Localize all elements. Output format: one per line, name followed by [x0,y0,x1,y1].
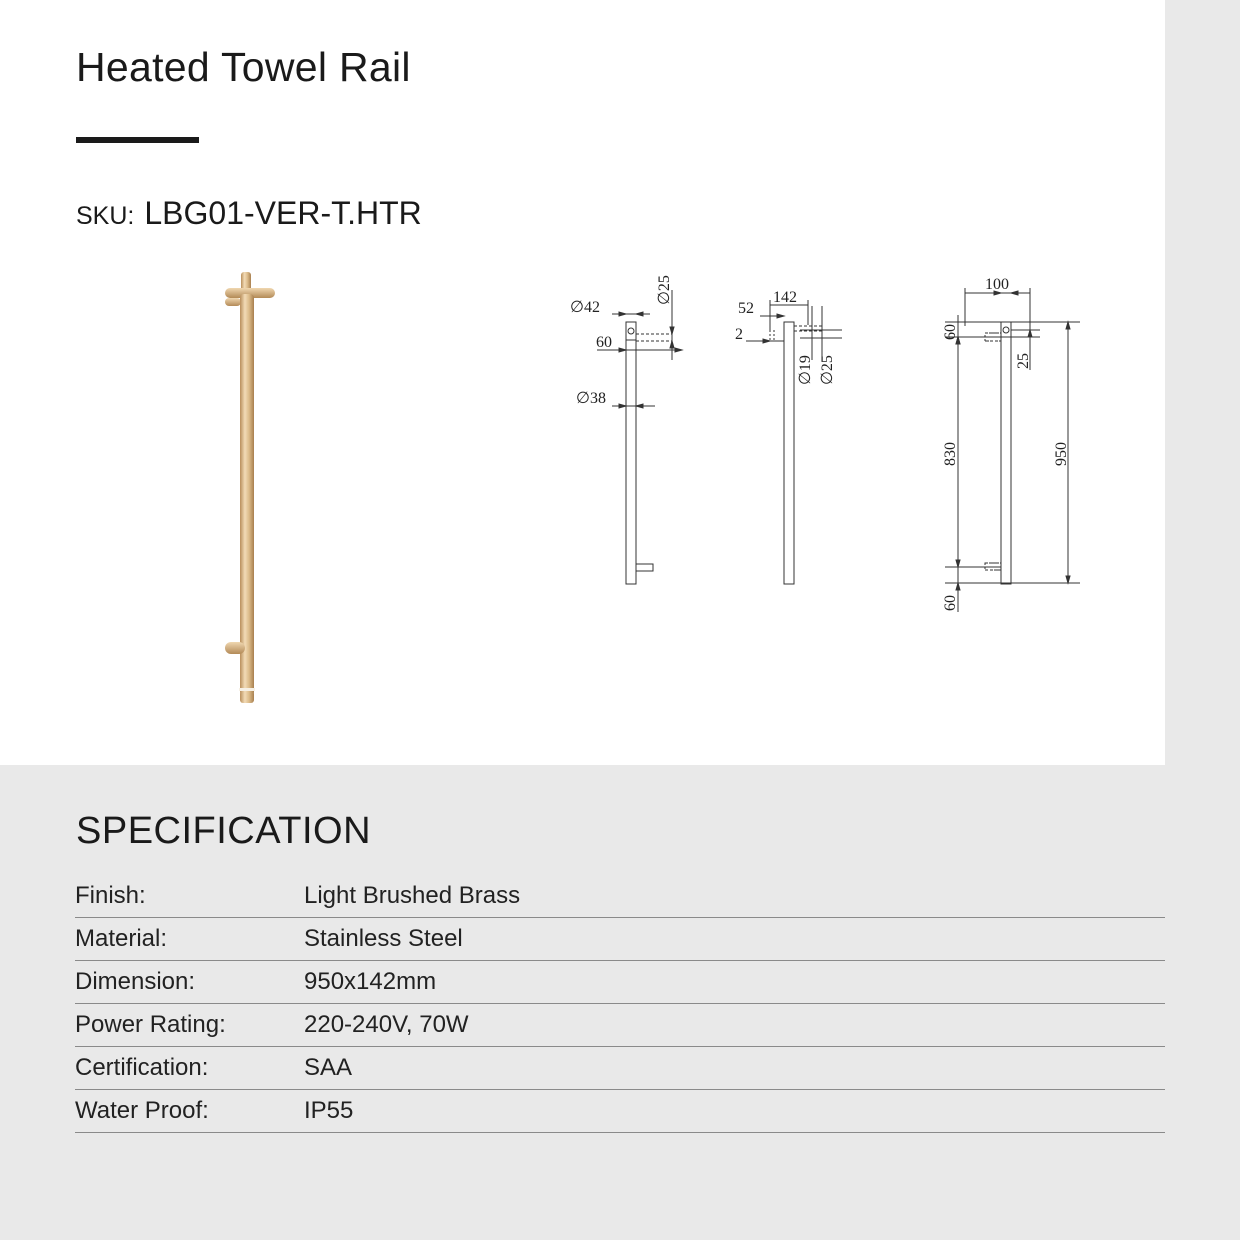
spec-value: 950x142mm [304,961,1165,1004]
dim-back-100: 100 [985,276,1009,293]
dim-back-60-top: 60 [942,324,959,340]
spec-row-water-proof [75,1090,1165,1133]
dim-front-d25: ∅25 [656,275,673,305]
spec-row-dimension [75,961,1165,1004]
spec-label: Material: [75,918,304,961]
spec-row-material [75,918,1165,961]
spec-row-certification [75,1047,1165,1090]
dim-back-830: 830 [942,442,959,466]
dim-side-d19: ∅19 [797,355,814,385]
spec-value: IP55 [304,1090,1165,1133]
sku-label: SKU: [76,202,135,230]
spec-row-power-rating [75,1004,1165,1047]
specification-heading: SPECIFICATION [76,810,372,852]
dim-side-52: 52 [738,300,754,317]
specification-table [75,875,1165,1133]
spec-label: Water Proof: [75,1090,304,1133]
dim-back-60-bottom: 60 [942,595,959,611]
spec-value: Light Brushed Brass [304,875,1165,918]
dim-back-25: 25 [1015,353,1032,369]
dim-side-d25: ∅25 [819,355,836,385]
spec-row-finish [75,875,1165,918]
spec-label: Finish: [75,875,304,918]
dim-side-142: 142 [773,289,797,306]
dim-front-d42: ∅42 [570,299,600,316]
dim-front-d38: ∅38 [576,390,606,407]
dim-back-950: 950 [1053,442,1070,466]
sku-value: LBG01-VER-T.HTR [144,195,422,231]
spec-label: Dimension: [75,961,304,1004]
dim-side-2: 2 [735,326,743,343]
page-title: Heated Towel Rail [76,44,411,90]
spec-value: Stainless Steel [304,918,1165,961]
spec-label: Power Rating: [75,1004,304,1047]
dim-front-60: 60 [596,334,612,351]
spec-value: SAA [304,1047,1165,1090]
spec-label: Certification: [75,1047,304,1090]
spec-value: 220-240V, 70W [304,1004,1165,1047]
